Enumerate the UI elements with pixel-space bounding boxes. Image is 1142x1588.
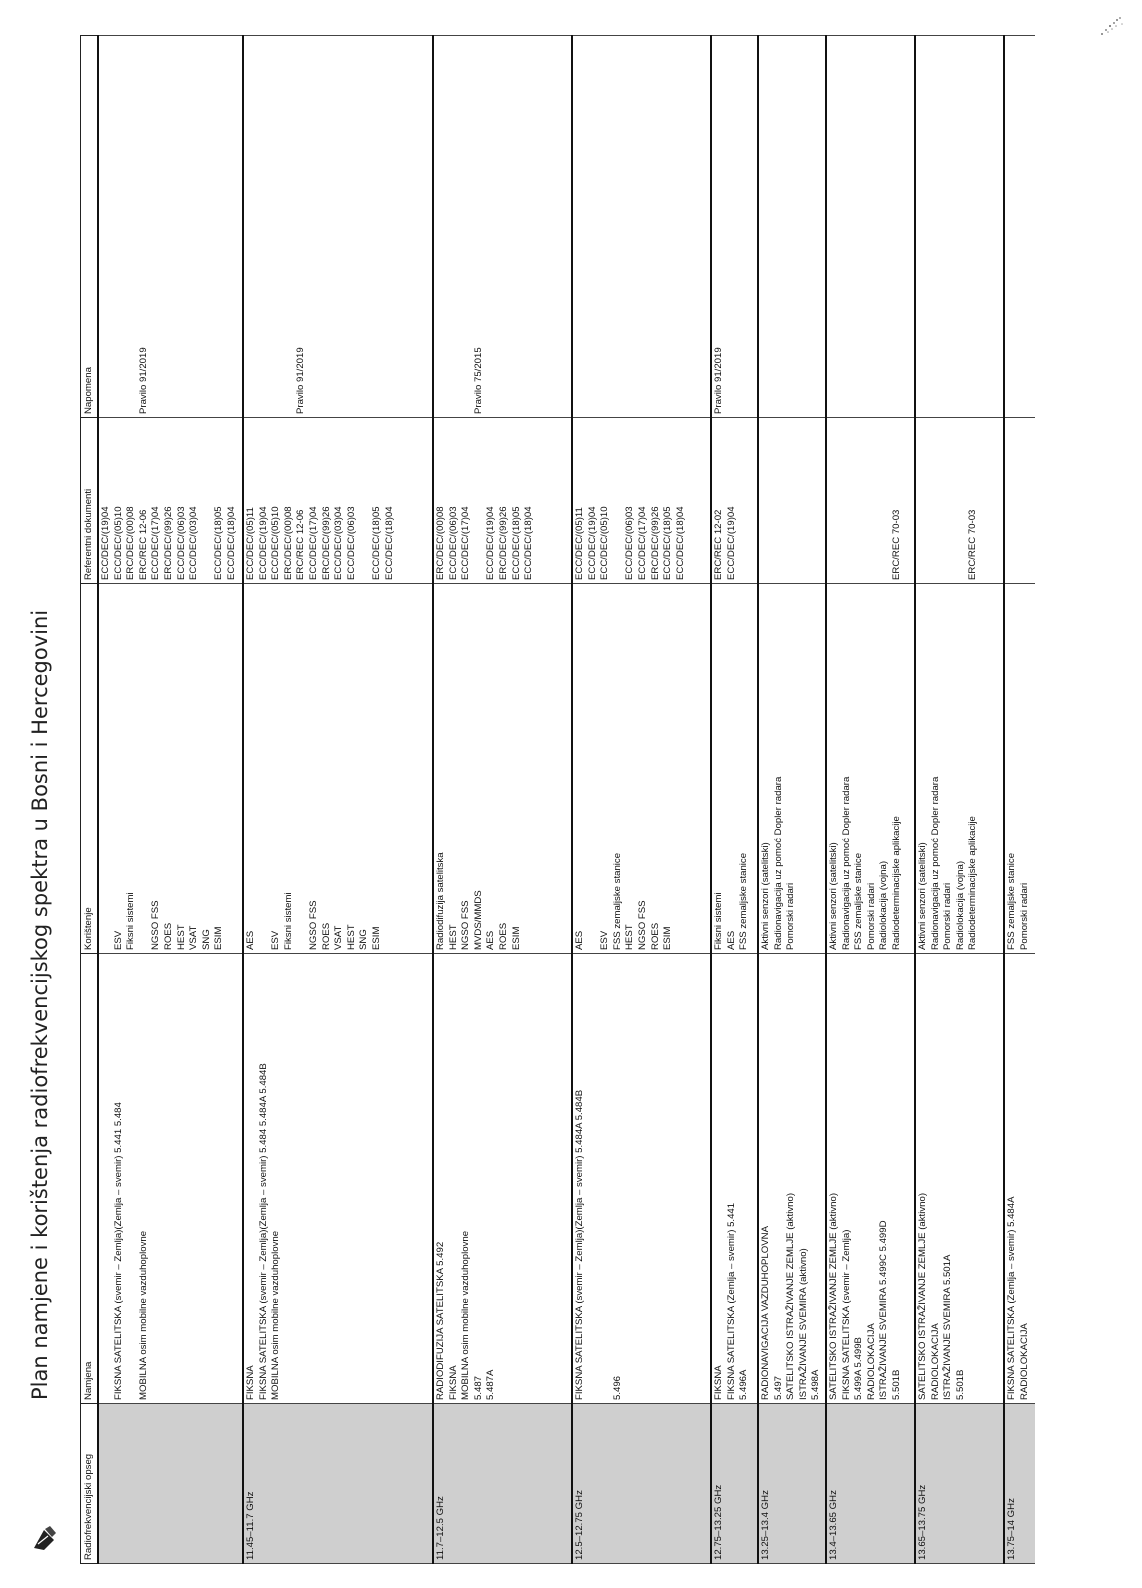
dokumenti-line: ECC/DEC/(19)04: [100, 506, 111, 580]
koristenje-line: Fiksni sistemi: [713, 892, 724, 950]
dokumenti-line: [930, 421, 943, 580]
dokumenti-line: [942, 421, 955, 580]
table-row: [433, 36, 572, 1564]
koristenje-line: Aktivni senzori (satelitski): [917, 842, 928, 950]
koristenje-line: Radiodifuzija satelitska: [435, 852, 446, 950]
koristenje-line: ROES: [649, 922, 661, 950]
dokumenti-line: ECC/DEC/(19)04: [485, 506, 497, 580]
koristenje-line: SNG: [200, 929, 212, 950]
koristenje-line: SNG: [358, 929, 370, 950]
namjena-line: [100, 957, 113, 1400]
namjena-cell: [572, 954, 711, 1404]
dokumenti-line: ERC/REC 70-03: [967, 509, 979, 580]
koristenje-cell: [572, 584, 711, 954]
range-cell: 13.4–13.65 GHz: [826, 1404, 915, 1564]
dokumenti-line: ECC/DEC/(17)04: [150, 506, 162, 580]
napomena-line: Pravilo 75/2015: [472, 347, 484, 414]
dokumenti-cell: [826, 418, 915, 584]
koristenje-line: Radionavigacija uz pomoć Dopler radara: [840, 776, 852, 950]
dokumenti-line: ECC/DEC/(05)11: [245, 507, 256, 580]
koristenje-line: AES: [245, 930, 256, 950]
namjena-cell: [711, 954, 758, 1404]
dokumenti-line: ECC/DEC/(06)03: [345, 506, 357, 580]
koristenje-line: FSS zemaljske stanice: [738, 852, 750, 950]
napomena-line: [113, 39, 126, 414]
namjena-cell: [826, 954, 915, 1404]
dokumenti-line: ECC/DEC/(18)04: [225, 506, 237, 580]
namjena-line: FIKSNA SATELITSKA (svemir – Zemlja): [840, 1229, 852, 1400]
dokumenti-line: ERC/DEC/(99)26: [320, 506, 332, 580]
koristenje-line: Radionavigacija uz pomoć Dopler radara: [772, 776, 784, 950]
page-title: Plan namjene i korištenja radiofrekvencijskog spektra u Bosni i Hercegovini: [28, 609, 52, 1400]
napomena-line: Pravilo 91/2019: [137, 347, 149, 414]
namjena-line: RADIOLOKACIJA: [865, 1323, 877, 1400]
dokumenti-line: ECC/DEC/(19)04: [257, 506, 269, 580]
dokumenti-cell: [433, 418, 572, 584]
table-row: [572, 36, 711, 1564]
dokumenti-line: ERC/DEC/(99)26: [497, 506, 509, 580]
napomena-line: [245, 39, 258, 414]
namjena-line: MOBILNA osim mobilne vazduhoplovne: [460, 1230, 472, 1400]
koristenje-line: MVDS/MMDS: [472, 890, 484, 950]
koristenje-line: Radiolokacija (vojna): [954, 860, 966, 950]
dokumenti-line: ECC/DEC/(17)04: [307, 506, 319, 580]
koristenje-cell: [711, 584, 758, 954]
koristenje-line: ESIM: [662, 926, 674, 950]
header-dokumenti: Referentni dokumenti: [81, 418, 99, 584]
koristenje-cell: [98, 584, 243, 954]
namjena-line: SATELITSKO ISTRAŽIVANJE ZEMLJE (aktivno): [828, 1192, 839, 1400]
dokumenti-line: ECC/DEC/(19)04: [586, 506, 598, 580]
namjena-cell: [98, 954, 243, 1404]
napomena-line: [125, 39, 138, 414]
dokumenti-line: ECC/DEC/(05)10: [112, 506, 124, 580]
koristenje-line: HEST: [624, 924, 636, 950]
dokumenti-cell: [758, 418, 826, 584]
namjena-line: 5.501B: [890, 1369, 902, 1400]
dokumenti-line: [612, 421, 625, 580]
koristenje-line: Pomorski radari: [942, 882, 954, 950]
namjena-line: ISTRAŽIVANJE SVEMIRA 5.499C 5.499D: [878, 1220, 890, 1400]
dokumenti-line: ECC/DEC/(18)04: [383, 506, 395, 580]
koristenje-line: ESIM: [510, 926, 522, 950]
koristenje-line: FSS zemaljske stanice: [611, 852, 623, 950]
namjena-line: MOBILNA osim mobilne vazduhoplovne: [270, 1230, 282, 1400]
koristenje-line: HEST: [345, 924, 357, 950]
table-body: [98, 36, 1035, 1564]
dokumenti-line: ECC/DEC/(03)04: [188, 506, 200, 580]
dokumenti-line: ECC/DEC/(19)04: [725, 506, 737, 580]
dokumenti-line: ECC/DEC/(18)04: [523, 506, 535, 580]
napomena-line: [283, 39, 296, 414]
namjena-line: 5.499A 5.499B: [853, 1337, 865, 1400]
koristenje-cell: [758, 584, 826, 954]
koristenje-cell: [1004, 584, 1035, 954]
koristenje-line: [138, 587, 151, 950]
namjena-line: FIKSNA SATELITSKA (Zemlja – svemir) 5.484A: [1006, 1196, 1017, 1400]
koristenje-line: Radiolokacija (vojna): [878, 860, 890, 950]
koristenje-line: [295, 587, 308, 950]
namjena-line: SATELITSKO ISTRAŽIVANJE ZEMLJE (aktivno): [785, 1192, 797, 1400]
namjena-line: ISTRAŽIVANJE SVEMIRA (aktivno): [797, 1248, 809, 1400]
koristenje-line: AES: [725, 930, 737, 950]
napomena-cell: [915, 36, 1004, 418]
namjena-line: RADIODIFUZIJA SATELITSKA 5.492: [435, 1241, 446, 1400]
koristenje-line: VSAT: [333, 925, 345, 950]
koristenje-line: Radiodeterminacijske aplikacije: [890, 816, 902, 950]
koristenje-line: ROES: [320, 922, 332, 950]
koristenje-line: ESV: [112, 930, 124, 950]
koristenje-line: [258, 587, 271, 950]
table-header-row: [81, 36, 99, 1564]
range-cell: 13.25–13.4 GHz: [758, 1404, 826, 1564]
header-napomena: Napomena: [81, 36, 99, 418]
koristenje-line: NGSO FSS: [460, 900, 472, 950]
dokumenti-line: ERC/DEC/(00)08: [282, 506, 294, 580]
napomena-line: Pravilo 91/2019: [713, 347, 724, 414]
napomena-line: [270, 39, 283, 414]
koristenje-line: VSAT: [188, 925, 200, 950]
table-row: [758, 36, 826, 1564]
koristenje-cell: [243, 584, 433, 954]
dokumenti-cell: [1004, 418, 1035, 584]
dokumenti-line: ECC/DEC/(18)05: [370, 506, 382, 580]
koristenje-line: FSS zemaljske stanice: [1006, 852, 1017, 950]
koristenje-line: HEST: [175, 924, 187, 950]
namjena-line: FIKSNA SATELITSKA (svemir – Zemlja)(Zemlja – svemir) 5.484 5.484A 5.484B: [257, 1063, 269, 1400]
koristenje-cell: [915, 584, 1004, 954]
namjena-line: FIKSNA: [245, 1365, 256, 1400]
range-cell: 11.7–12.5 GHz: [433, 1404, 572, 1564]
dokumenti-line: ECC/DEC/(17)04: [636, 506, 648, 580]
dokumenti-line: ECC/DEC/(17)04: [460, 506, 472, 580]
namjena-line: FIKSNA SATELITSKA (svemir – Zemlja)(Zemlja – svemir) 5.484A 5.484B: [574, 1089, 585, 1400]
napomena-cell: [98, 36, 243, 418]
dokumenti-line: ECC/DEC/(05)11: [574, 507, 585, 580]
dokumenti-line: [917, 421, 930, 580]
namjena-line: 5.498A: [810, 1369, 822, 1400]
koristenje-line: FSS zemaljske stanice: [853, 852, 865, 950]
koristenje-line: Radionavigacija uz pomoć Dopler radara: [929, 776, 941, 950]
namjena-line: RADIOLOKACIJA: [1018, 1323, 1030, 1400]
dokumenti-cell: [572, 418, 711, 584]
namjena-line: 5.487: [472, 1375, 484, 1400]
koristenje-line: Pomorski radari: [785, 882, 797, 950]
table-row: [711, 36, 758, 1564]
namjena-line: FIKSNA: [713, 1365, 724, 1400]
dokumenti-line: [841, 421, 854, 580]
koristenje-cell: [433, 584, 572, 954]
dokumenti-line: ECC/DEC/(18)05: [510, 506, 522, 580]
frequency-plan-sheet: [80, 36, 1070, 1564]
dokumenti-line: ECC/DEC/(05)10: [270, 506, 282, 580]
koristenje-cell: [826, 584, 915, 954]
namjena-line: 5.487A: [485, 1369, 497, 1400]
napomena-line: Pravilo 91/2019: [295, 347, 307, 414]
dokumenti-line: ERC/DEC/(00)08: [125, 506, 137, 580]
koristenje-line: Pomorski radari: [1018, 882, 1030, 950]
namjena-line: 5.501B: [954, 1369, 966, 1400]
dokumenti-line: [878, 421, 891, 580]
table-row: [98, 36, 243, 1564]
dokumenti-line: ECC/DEC/(06)03: [447, 506, 459, 580]
namjena-line: 5.496: [611, 1375, 623, 1400]
koristenje-line: AES: [574, 930, 585, 950]
header-namjena: Namjena: [81, 954, 99, 1404]
namjena-line: ISTRAŽIVANJE SVEMIRA 5.501A: [942, 1254, 954, 1400]
dokumenti-line: ECC/DEC/(06)03: [624, 506, 636, 580]
koristenje-line: ESV: [599, 930, 611, 950]
namjena-line: RADIOLOKACIJA: [929, 1323, 941, 1400]
dokumenti-line: ERC/REC 12-06: [137, 509, 149, 580]
dokumenti-line: ECC/DEC/(18)05: [213, 506, 225, 580]
range-cell: 13.75–14 GHz: [1004, 1404, 1035, 1564]
namjena-cell: [433, 954, 572, 1404]
koristenje-line: [100, 587, 113, 950]
dokumenti-cell: [915, 418, 1004, 584]
napomena-line: [100, 39, 113, 414]
koristenje-line: Aktivni senzori (satelitski): [828, 842, 839, 950]
dokumenti-line: ERC/DEC/(99)26: [162, 506, 174, 580]
range-cell: 11.45–11.7 GHz: [243, 1404, 433, 1564]
dokumenti-line: ECC/DEC/(05)10: [599, 506, 611, 580]
koristenje-line: NGSO FSS: [150, 900, 162, 950]
namjena-cell: [1004, 954, 1035, 1404]
range-cell: [98, 1404, 243, 1564]
dokumenti-line: ERC/DEC/(99)26: [649, 506, 661, 580]
napomena-line: [258, 39, 271, 414]
table-row: [1004, 36, 1035, 1564]
koristenje-line: ROES: [162, 922, 174, 950]
pen-document-icon: [30, 1524, 58, 1552]
namjena-line: FIKSNA: [447, 1365, 459, 1400]
header-range: Radiofrekvencijski opseg: [81, 1404, 99, 1564]
namjena-line: RADIONAVIGACIJA VAZDUHOPLOVNA: [760, 1226, 771, 1400]
namjena-line: FIKSNA SATELITSKA (Zemlja – svemir) 5.441: [725, 1202, 737, 1400]
frequency-allocation-table: [80, 35, 1035, 1564]
namjena-line: [599, 957, 612, 1400]
napomena-cell: [1004, 36, 1035, 418]
dokumenti-line: [358, 421, 371, 580]
dokumenti-line: ERC/REC 12-06: [295, 509, 307, 580]
napomena-cell: [826, 36, 915, 418]
dokumenti-line: [473, 421, 486, 580]
napomena-cell: [572, 36, 711, 418]
dokumenti-line: ECC/DEC/(18)04: [674, 506, 686, 580]
namjena-line: MOBILNA osim mobilne vazduhoplovne: [137, 1230, 149, 1400]
napomena-line: [460, 39, 473, 414]
namjena-cell: [243, 954, 433, 1404]
koristenje-line: ESIM: [213, 926, 225, 950]
koristenje-line: Fiksni sistemi: [125, 892, 137, 950]
namjena-cell: [758, 954, 826, 1404]
speckle-mark: [1096, 12, 1130, 46]
header-koristenje: Korištenje: [81, 584, 99, 954]
dokumenti-line: ECC/DEC/(03)04: [333, 506, 345, 580]
koristenje-line: ROES: [497, 922, 509, 950]
koristenje-line: HEST: [447, 924, 459, 950]
namjena-line: 5.497: [772, 1375, 784, 1400]
napomena-line: [435, 39, 448, 414]
dokumenti-line: [853, 421, 866, 580]
namjena-line: [125, 957, 138, 1400]
range-cell: 12.5–12.75 GHz: [572, 1404, 711, 1564]
koristenje-line: ESV: [270, 930, 282, 950]
napomena-line: [448, 39, 461, 414]
range-cell: 12.75–13.25 GHz: [711, 1404, 758, 1564]
koristenje-line: Fiksni sistemi: [282, 892, 294, 950]
range-cell: 13.65–13.75 GHz: [915, 1404, 1004, 1564]
napomena-cell: [243, 36, 433, 418]
table-row: [243, 36, 433, 1564]
koristenje-line: ESIM: [370, 926, 382, 950]
koristenje-line: AES: [485, 930, 497, 950]
napomena-cell: [711, 36, 758, 418]
table-row: [826, 36, 915, 1564]
dokumenti-line: [866, 421, 879, 580]
namjena-line: SATELITSKO ISTRAŽIVANJE ZEMLJE (aktivno): [917, 1192, 928, 1400]
koristenje-line: NGSO FSS: [307, 900, 319, 950]
table-row: [915, 36, 1004, 1564]
dokumenti-line: [201, 421, 214, 580]
namjena-line: FIKSNA SATELITSKA (svemir – Zemlja)(Zemlja – svemir) 5.441 5.484: [112, 1102, 124, 1400]
koristenje-line: NGSO FSS: [636, 900, 648, 950]
dokumenti-cell: [711, 418, 758, 584]
namjena-line: 5.496A: [738, 1369, 750, 1400]
dokumenti-line: ECC/DEC/(18)05: [662, 506, 674, 580]
namjena-line: [587, 957, 600, 1400]
napomena-cell: [433, 36, 572, 418]
koristenje-line: Pomorski radari: [865, 882, 877, 950]
dokumenti-line: ERC/DEC/(00)08: [435, 506, 446, 580]
dokumenti-line: [828, 421, 841, 580]
namjena-cell: [915, 954, 1004, 1404]
dokumenti-line: ECC/DEC/(06)03: [175, 506, 187, 580]
dokumenti-line: ERC/REC 12-02: [713, 509, 724, 580]
dokumenti-line: [955, 421, 968, 580]
koristenje-line: [587, 587, 600, 950]
koristenje-line: Aktivni senzori (satelitski): [760, 842, 771, 950]
dokumenti-cell: [98, 418, 243, 584]
dokumenti-line: ERC/REC 70-03: [890, 509, 902, 580]
koristenje-line: Radiodeterminacijske aplikacije: [967, 816, 979, 950]
napomena-cell: [758, 36, 826, 418]
dokumenti-cell: [243, 418, 433, 584]
